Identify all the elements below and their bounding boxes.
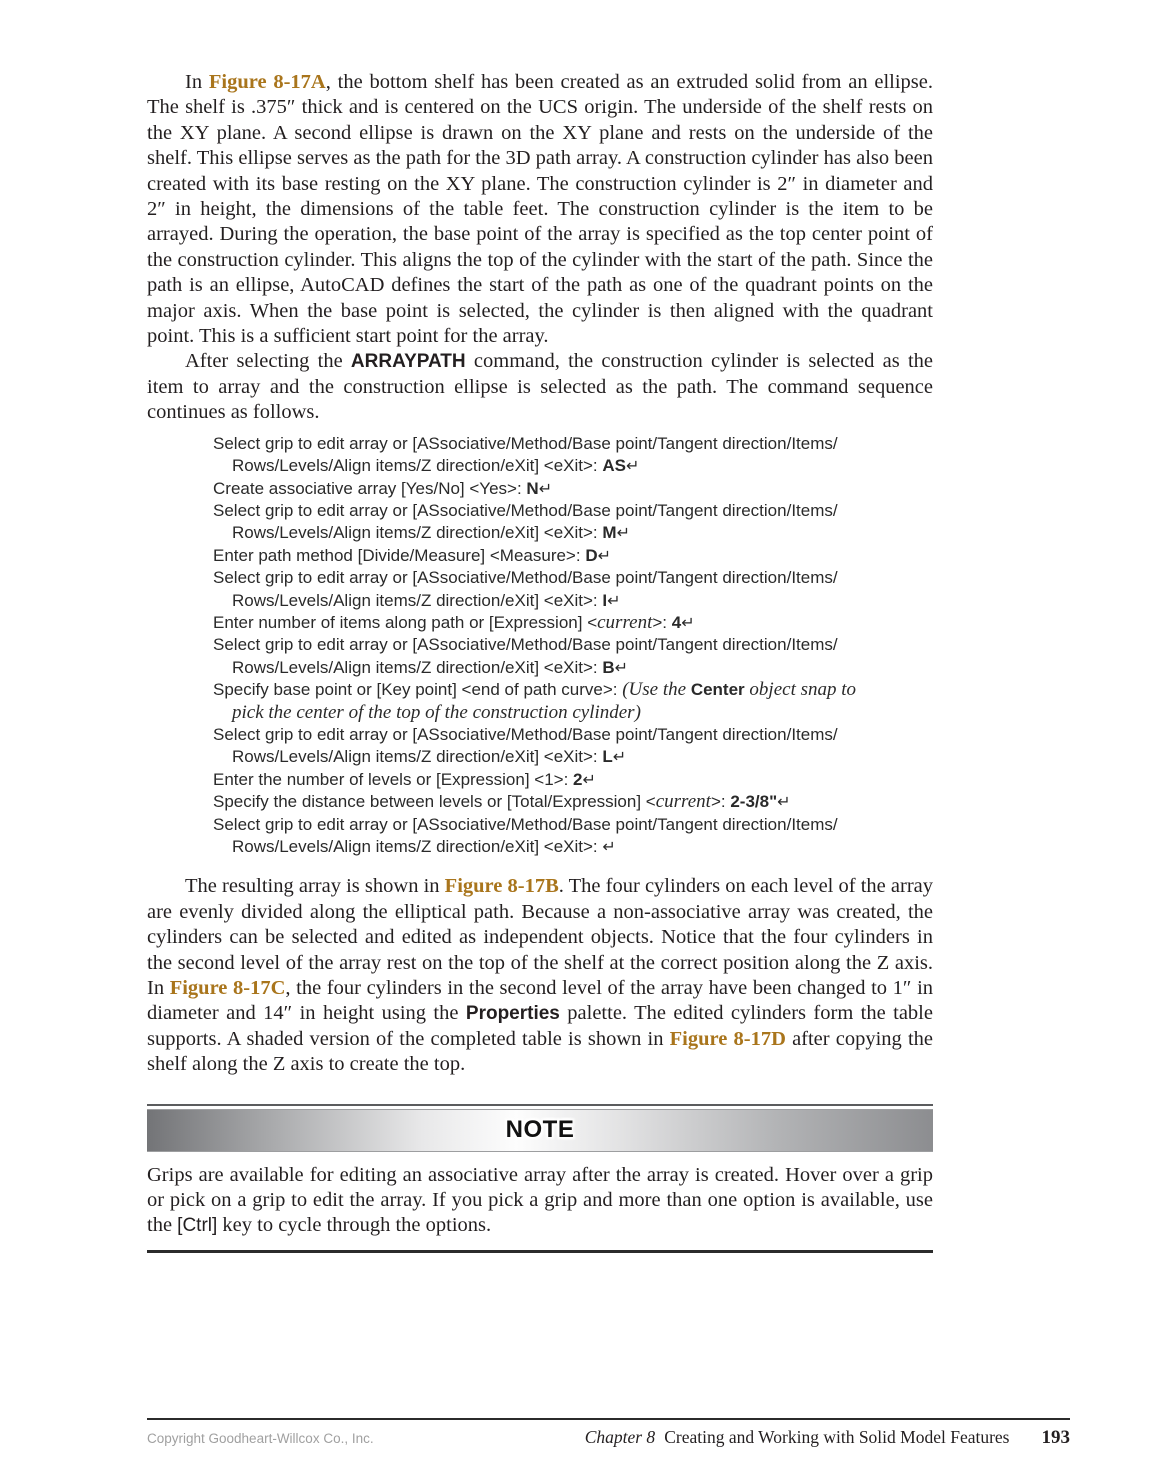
note-body: Grips are available for editing an associative array after the array is created. Hover over a grip or pick on a grip to edit the array. If you pick a grip and more than one option is available, use the [Ctrl] key to cycle through the options.	[147, 1163, 933, 1237]
paragraph-intro: In Figure 8-17A, the bottom shelf has been created as an extruded solid from an ellipse. The shelf is .375″ thick and is centered on the UCS origin. The underside of the shelf rests on the XY plane. A second ellipse is drawn on the XY plane and rests on the underside of the shelf. This ellipse serves as the path for the 3D path array. A construction cylinder has also been created with its base resting on the XY plane. The construction cylinder is 2″ in diameter and 2″ in height, the dimensions of the table feet. The construction cylinder is the item to be arrayed. During the operation, the base point of the array is specified as the top center point of the construction cylinder. This aligns the top of the cylinder with the start of the path. Since the path is an ellipse, AutoCAD defines the start of the path as one of the quadrant points on the major axis. When the base point is selected, the cylinder is then aligned with the quadrant point. This is a sufficient start point for the array.	[147, 71, 933, 348]
note-section	[147, 1104, 933, 1253]
command-line: Select grip to edit array or [ASsociative/Method/Base point/Tangent direction/Items/	[213, 500, 838, 520]
command-line: Select grip to edit array or [ASsociative/Method/Base point/Tangent direction/Items/	[213, 814, 838, 834]
command-line: Select grip to edit array or [ASsociative/Method/Base point/Tangent direction/Items/	[213, 635, 838, 655]
command-line: Specify the distance between levels or [Total/Expression] <current>: 2-3/8"↵	[213, 791, 791, 813]
note-bottom-rule	[147, 1250, 933, 1253]
command-sequence	[213, 433, 933, 859]
running-footer	[585, 1427, 1070, 1449]
command-line: Select grip to edit array or [ASsociative/Method/Base point/Tangent direction/Items/	[213, 568, 838, 588]
note-header-bar	[147, 1109, 933, 1152]
note-top-rule	[147, 1104, 933, 1106]
command-line: Rows/Levels/Align items/Z direction/eXit] <eXit>: B↵	[232, 657, 629, 677]
command-line: Specify base point or [Key point] <end of path curve>: (Use the Center object snap to	[213, 679, 857, 701]
command-line: Select grip to edit array or [ASsociative/Method/Base point/Tangent direction/Items/	[213, 724, 838, 744]
command-line: Rows/Levels/Align items/Z direction/eXit] <eXit>: L↵	[232, 747, 627, 767]
footer-rule	[147, 1418, 1070, 1420]
command-line: Rows/Levels/Align items/Z direction/eXit] <eXit>: AS↵	[232, 456, 640, 476]
footer	[147, 1418, 1070, 1449]
paragraph-arraypath: After selecting the ARRAYPATH command, the construction cylinder is selected as the item to array and the construction ellipse is selected as the path. The command sequence continues as follows.	[147, 350, 933, 424]
command-line: pick the center of the top of the construction cylinder)	[232, 701, 641, 723]
command-line: Select grip to edit array or [ASsociative/Method/Base point/Tangent direction/Items/	[213, 433, 838, 453]
copyright-text: Copyright Goodheart-Willcox Co., Inc.	[147, 1431, 374, 1446]
command-line: Enter path method [Divide/Measure] <Measure>: D↵	[213, 545, 611, 565]
command-line: Rows/Levels/Align items/Z direction/eXit] <eXit>: M↵	[232, 523, 630, 543]
command-line: Rows/Levels/Align items/Z direction/eXit] <eXit>: I↵	[232, 590, 621, 610]
chapter-label: Chapter 8	[584, 1427, 656, 1447]
command-line: Rows/Levels/Align items/Z direction/eXit] <eXit>: ↵	[232, 837, 616, 856]
chapter-title: Creating and Working with Solid Model Features	[664, 1427, 1010, 1447]
command-line: Enter number of items along path or [Expression] <current>: 4↵	[213, 611, 695, 633]
paragraph-result: The resulting array is shown in Figure 8-17B. The four cylinders on each level of the array are evenly divided along the elliptical path. Because a non-associative array was created, the cylinders can be selected and edited as independent objects. Notice that the four cylinders in the second level of the array rest on the top of the shelf at the correct position along the Z axis. In Figure 8-17C, the four cylinders in the second level of the array have been changed to 1″ in diameter and 14″ in height using the Properties palette. The edited cylinders form the table supports. A shaded version of the completed table is shown in Figure 8-17D after copying the shelf along the Z axis to create the top.	[147, 875, 934, 1076]
command-line: Enter the number of levels or [Expression] <1>: 2↵	[213, 769, 596, 789]
command-line: Create associative array [Yes/No] <Yes>: N↵	[213, 478, 553, 498]
page-number: 193	[1041, 1427, 1070, 1448]
body-text	[147, 70, 933, 1253]
note-title: NOTE	[505, 1116, 575, 1144]
